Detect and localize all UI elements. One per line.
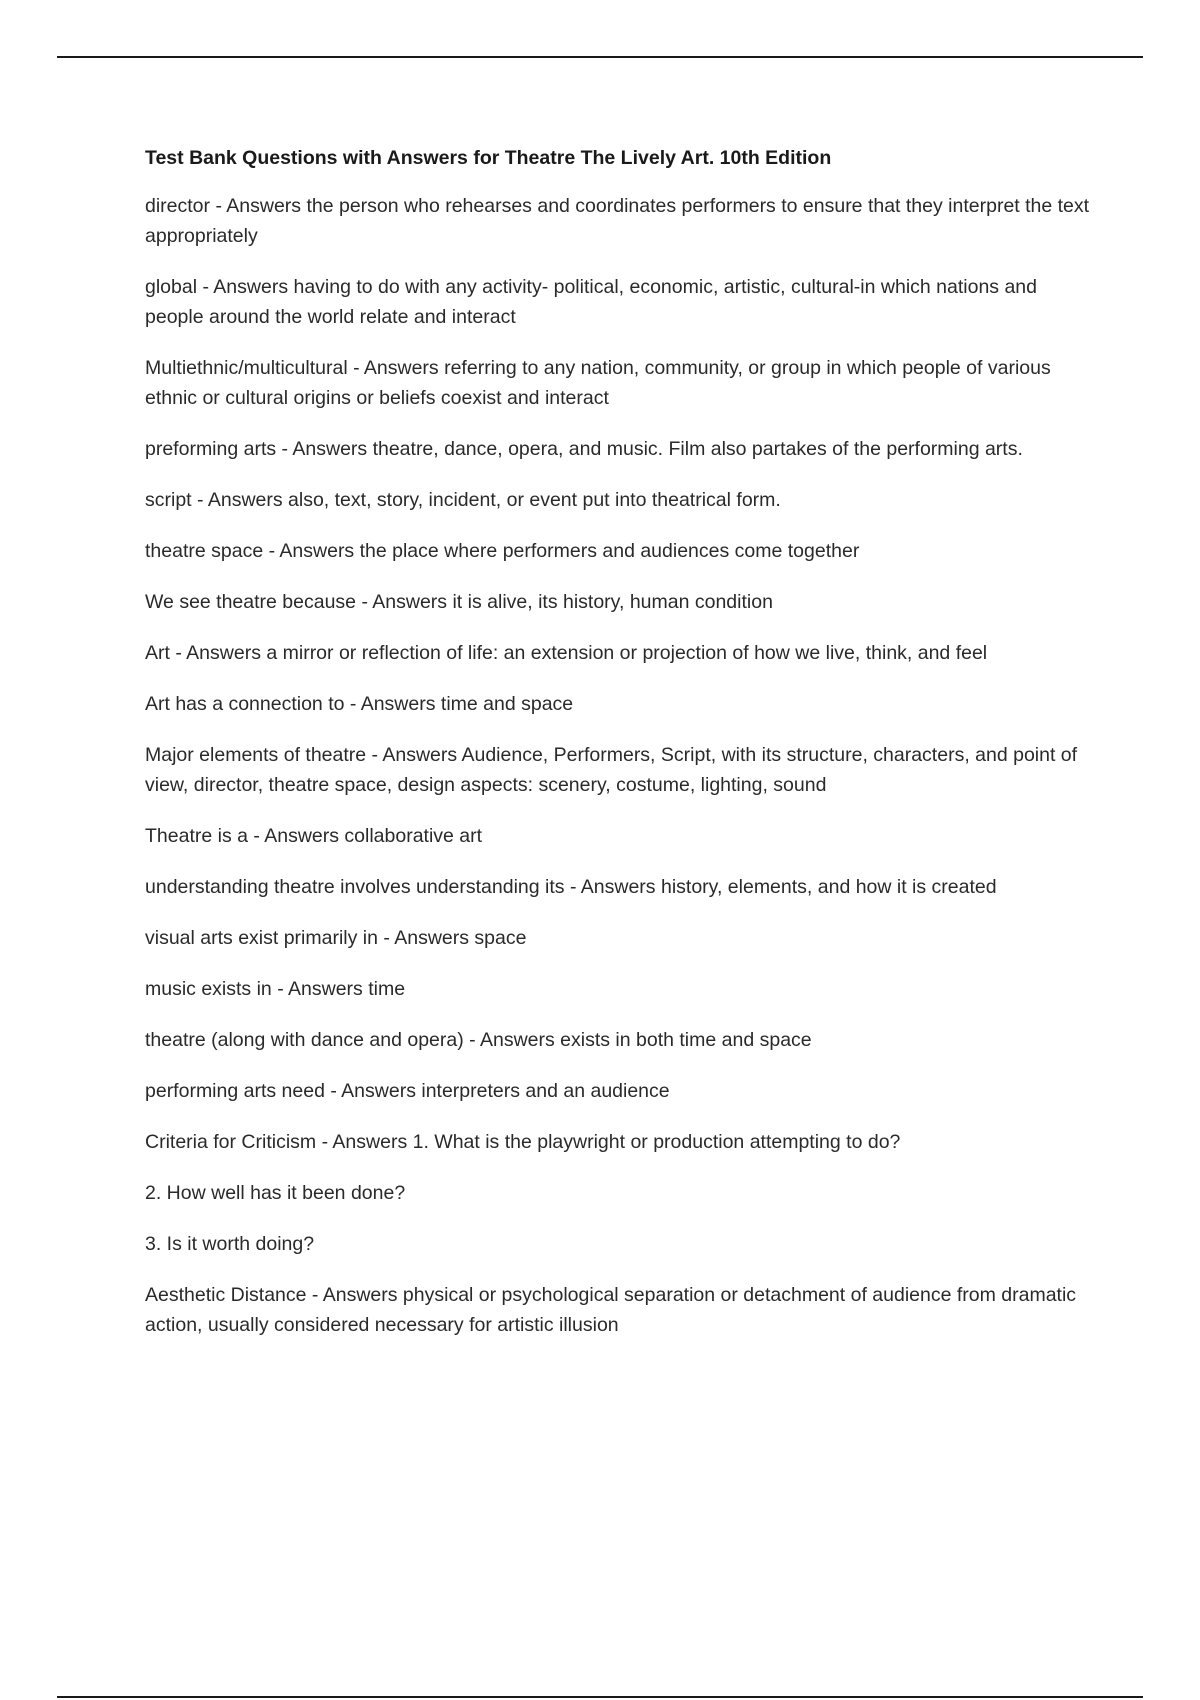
qa-entry-performing-arts-need: performing arts need - Answers interpreters and an audience	[145, 1080, 670, 1102]
footer-rule	[57, 1696, 1143, 1698]
qa-entry-criteria-3: 3. Is it worth doing?	[145, 1233, 315, 1255]
qa-entry-preforming-arts: preforming arts - Answers theatre, dance, opera, and music. Film also partakes of the performing arts.	[145, 438, 1023, 460]
qa-entry-script: script - Answers also, text, story, incident, or event put into theatrical form.	[145, 489, 781, 511]
qa-entry-art-connection: Art has a connection to - Answers time and space	[145, 693, 574, 715]
qa-entry-visual-arts: visual arts exist primarily in - Answers space	[145, 927, 527, 949]
qa-entry-director: director - Answers the person who rehearses and coordinates performers to ensure that they interpret the text appropriately	[145, 195, 1090, 247]
document-title: Test Bank Questions with Answers for Theatre The Lively Art. 10th Edition	[145, 147, 832, 169]
qa-entry-criteria-2: 2. How well has it been done?	[145, 1182, 406, 1204]
qa-entry-multiethnic: Multiethnic/multicultural - Answers referring to any nation, community, or group in which people of various ethnic or cultural origins or beliefs coexist and interact	[145, 357, 1051, 409]
qa-entry-global: global - Answers having to do with any activity- political, economic, artistic, cultural-in which nations and people around the world relate and interact	[145, 276, 1038, 328]
qa-entry-criteria-for-criticism: Criteria for Criticism - Answers 1. What is the playwright or production attempting to do?	[145, 1131, 901, 1153]
qa-entry-aesthetic-distance: Aesthetic Distance - Answers physical or psychological separation or detachment of audience from dramatic action, usually considered necessary for artistic illusion	[145, 1284, 1077, 1336]
qa-entry-music: music exists in - Answers time	[145, 978, 406, 1000]
qa-entry-theatre-space: theatre space - Answers the place where performers and audiences come together	[145, 540, 860, 562]
qa-entry-understanding-theatre: understanding theatre involves understanding its - Answers history, elements, and how it is created	[145, 876, 997, 898]
header-rule	[57, 56, 1143, 58]
qa-entry-we-see-theatre: We see theatre because - Answers it is alive, its history, human condition	[145, 591, 773, 613]
qa-entry-art: Art - Answers a mirror or reflection of life: an extension or projection of how we live, think, and feel	[145, 642, 988, 664]
qa-entry-theatre-time-space: theatre (along with dance and opera) - Answers exists in both time and space	[145, 1029, 812, 1051]
qa-entry-major-elements: Major elements of theatre - Answers Audience, Performers, Script, with its structure, characters, and point of view, director, theatre space, design aspects: scenery, costume, lighting, sound	[145, 744, 1078, 796]
document-body	[145, 145, 1095, 1361]
qa-entry-theatre-is-a: Theatre is a - Answers collaborative art	[145, 825, 483, 847]
